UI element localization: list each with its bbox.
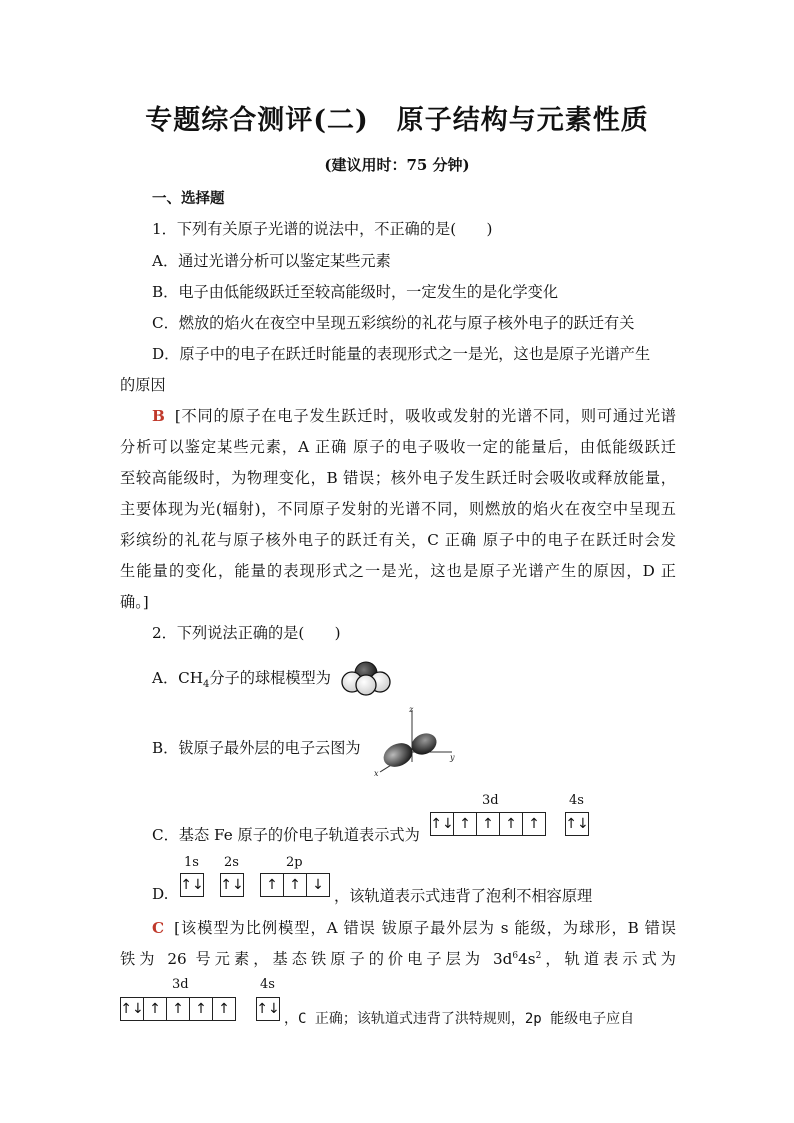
q1-explanation-1: [不同的原子在电子发生跃迁时，吸收或发射的光谱不同，则可通过光谱 — [174, 407, 676, 425]
q1-explanation-3: 至较高能级时，为物理变化，B 错误；核外电子发生跃迁时会吸收或释放能量， — [120, 469, 676, 487]
orbital-cell: ↑ — [477, 813, 500, 835]
orbital-cell: ↑ — [500, 813, 523, 835]
orbital-cell: ↑ — [144, 998, 167, 1020]
q2-explanation-3: ，C 正确；该轨道式违背了洪特规则，2p 能级电子应自 — [284, 1011, 635, 1027]
q1-explanation-6: 生能量的变化，能量的表现形式之一是光，这也是原子光谱产生的原因，D 正 — [120, 562, 676, 580]
q1-explanation-5: 彩缤纷的礼花与原子核外电子的跃迁有关，C 正确 原子中的电子在跃迁时会发 — [120, 531, 676, 549]
space-filling-model-image — [340, 660, 392, 696]
fe-3d-label: 3d — [482, 793, 499, 808]
orbital-cell: ↑ — [284, 874, 307, 896]
q2-option-c: C．基态 Fe 原子的价电子轨道表示式为 — [152, 826, 420, 844]
d-2s-orbital-box — [220, 873, 244, 897]
page-subtitle: (建议用时：75 分钟) — [324, 156, 470, 174]
orbital-cell: ↓ — [312, 877, 324, 893]
d-1s-orbital-box — [180, 873, 204, 897]
q2-answer-line1 — [152, 917, 676, 938]
q1-option-b: B．电子由低能级跃迁至较高能级时，一定发生的是化学变化 — [152, 283, 559, 301]
d-1s-label: 1s — [184, 855, 199, 870]
q1-option-c: C．燃放的焰火在夜空中呈现五彩缤纷的礼花与原子核外电子的跃迁有关 — [152, 314, 635, 332]
fe-4s-label: 4s — [569, 793, 584, 808]
q1-option-a: A．通过光谱分析可以鉴定某些元素 — [152, 252, 391, 270]
exp-4s-label: 4s — [260, 977, 275, 992]
orbital-cell: ↑↓ — [565, 816, 589, 832]
section-heading: 一、选择题 — [152, 190, 225, 207]
q1-option-d-line1: D．原子中的电子在跃迁时能量的表现形式之一是光，这也是原子光谱产生 — [152, 345, 651, 363]
orbital-cell: ↑↓ — [431, 813, 454, 835]
p-orbital-electron-cloud-image — [368, 704, 460, 780]
q2-option-b: B．钹原子最外层的电子云图为 — [152, 739, 361, 757]
orbital-cell: ↑ — [528, 816, 540, 832]
orbital-cell: ↑ — [454, 813, 477, 835]
fe-4s-orbital-box — [565, 812, 589, 836]
exp-3d-orbital-boxes — [120, 997, 236, 1021]
d-2p-label: 2p — [286, 855, 303, 870]
exp-4s-orbital-box — [256, 997, 280, 1021]
q2-option-d-prefix: D. — [152, 885, 169, 903]
orbital-cell: ↑↓ — [256, 1001, 280, 1017]
q1-explanation-2: 分析可以鉴定某些元素，A 正确 原子的电子吸收一定的能量后，由低能级跃迁 — [120, 438, 676, 456]
q2-stem: 2．下列说法正确的是( ) — [152, 624, 341, 642]
axis-label-z: z — [409, 705, 414, 714]
orbital-cell: ↑ — [190, 998, 213, 1020]
fe-3d-orbital-boxes — [430, 812, 546, 836]
d-2s-label: 2s — [224, 855, 239, 870]
q1-explanation-7: 确。] — [120, 593, 149, 611]
q2-explanation-1: [该模型为比例模型，A 错误 钹原子最外层为 s 能级，为球形，B 错误 — [174, 919, 676, 937]
q1-stem: 1．下列有关原子光谱的说法中，不正确的是( ) — [152, 220, 493, 238]
axis-label-y: y — [450, 753, 455, 762]
q2-option-a: A．$CH_4$分子的球棍模型为 — [152, 669, 331, 691]
q1-option-d-line2: 的原因 — [120, 376, 166, 394]
orbital-cell: ↑ — [167, 998, 190, 1020]
q1-explanation-4: 主要体现为光(辐射)，不同原子发射的光谱不同，则燃放的焰火在夜空中呈现五 — [120, 500, 676, 518]
orbital-cell: ↑↓ — [121, 998, 144, 1020]
orbital-cell: ↑ — [218, 1001, 230, 1017]
d-2p-orbital-boxes — [260, 873, 330, 897]
orbital-cell: ↑↓ — [180, 877, 204, 893]
axis-label-x: x — [374, 769, 379, 778]
exp-3d-label: 3d — [172, 977, 189, 992]
q1-answer-letter: B — [152, 407, 165, 425]
q2-explanation-2: 铁为 26 号元素，基态铁原子的价电子层为 $3d^64s^2$，轨道表示式为 — [120, 950, 676, 968]
q2-option-d-text: ，该轨道表示式违背了泡利不相容原理 — [334, 887, 593, 905]
q1-answer-line1 — [152, 405, 676, 426]
page-title: 专题综合测评(二) 原子结构与元素性质 — [145, 105, 649, 136]
q2-answer-letter: C — [152, 919, 165, 937]
orbital-cell: ↑↓ — [220, 877, 244, 893]
orbital-cell: ↑ — [261, 874, 284, 896]
